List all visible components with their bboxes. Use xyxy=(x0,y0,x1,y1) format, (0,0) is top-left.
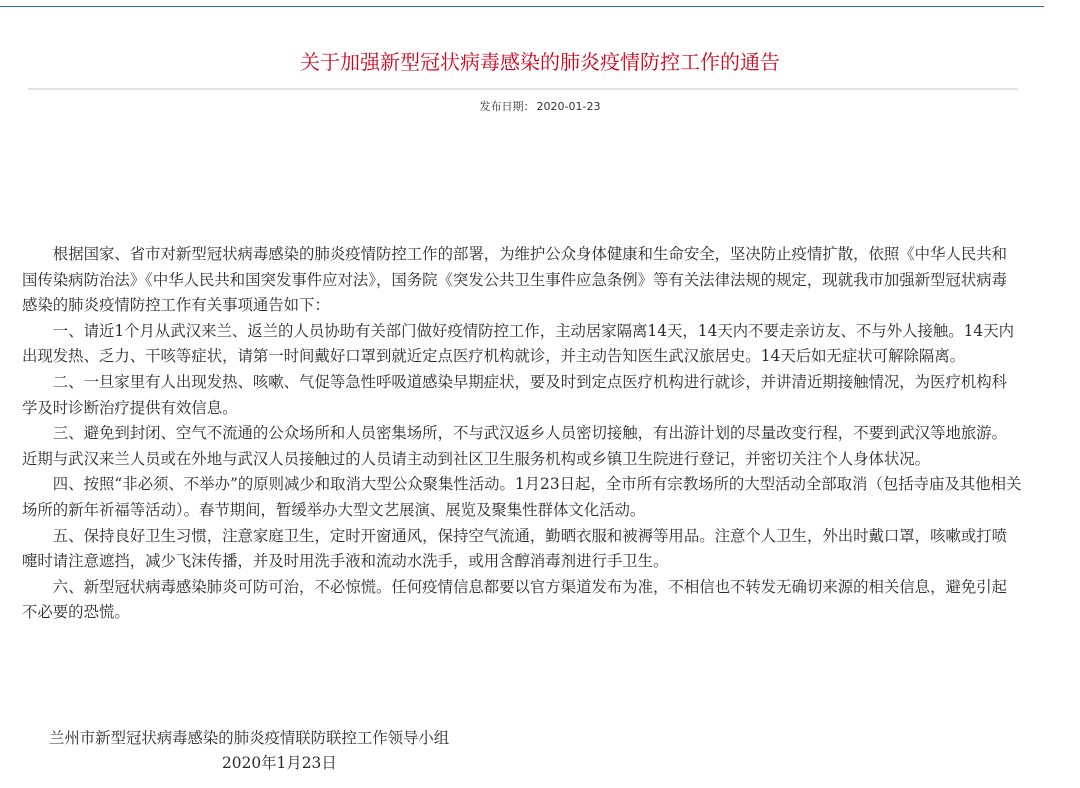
publish-date-label: 发布日期： xyxy=(479,100,535,113)
publish-info xyxy=(0,98,1080,114)
paragraph-item-1: 一、请近1个月从武汉来兰、返兰的人员协助有关部门做好疫情防控工作，主动居家隔离14天，14天内不要走亲访友、不与外人接触。14天内出现发热、乏力、干咳等症状，请第一时间戴好口罩到就近定点医疗机构就诊，并主动告知医生武汉旅居史。14天后如无症状可解除隔离。 xyxy=(22,321,1014,366)
publish-date-value: 2020-01-23 xyxy=(536,100,601,113)
paragraph-item-4: 四、按照“非必须、不举办”的原则减少和取消大型公众聚集性活动。1月23日起，全市所有宗教场所的大型活动全部取消（包括寺庙及其他相关场所的新年祈福等活动）。春节期间，暂缓举办大型文艺展演、展览及聚集性群体文化活动。 xyxy=(22,475,1022,519)
signature-organization: 兰州市新型冠状病毒感染的肺炎疫情联防联控工作领导小组 xyxy=(49,729,450,747)
paragraph-item-6: 六、新型冠状病毒感染肺炎可防可治，不必惊慌。任何疫情信息都要以官方渠道发布为准，不相信也不转发无确切来源的相关信息，避免引起不必要的恐慌。 xyxy=(22,577,1008,622)
paragraph-item-5: 五、保持良好卫生习惯，注意家庭卫生，定时开窗通风，保持空气流通，勤晒衣服和被褥等用品。注意个人卫生，外出时戴口罩，咳嗽或打喷嚏时请注意遮挡，减少飞沫传播，并及时用洗手液和流动水洗手，或用含醇消毒剂进行手卫生。 xyxy=(22,526,1008,571)
signature-date: 2020年1月23日 xyxy=(222,754,337,772)
page-title: 关于加强新型冠状病毒感染的肺炎疫情防控工作的通告 xyxy=(300,50,780,74)
paragraph-item-2: 二、一旦家里有人出现发热、咳嗽、气促等急性呼吸道感染早期症状，要及时到定点医疗机构进行就诊，并讲清近期接触情况，为医疗机构科学及时诊断治疗提供有效信息。 xyxy=(22,372,1008,417)
title-divider xyxy=(28,88,1018,90)
paragraph-intro: 根据国家、省市对新型冠状病毒感染的肺炎疫情防控工作的部署，为维护公众身体健康和生命安全，坚决防止疫情扩散，依照《中华人民共和国传染病防治法》《中华人民共和国突发事件应对法》，国务院《突发公共卫生事件应急条例》等有关法律法规的规定，现就我市加强新型冠状病毒感染的肺炎疫情防控工作有关事项通告如下： xyxy=(22,245,1008,315)
notice-body xyxy=(22,242,1022,626)
paragraph-item-3: 三、避免到封闭、空气不流通的公众场所和人员密集场所，不与武汉返乡人员密切接触，有出游计划的尽量改变行程，不要到武汉等地旅游。近期与武汉来兰人员或在外地与武汉人员接触过的人员请主动到社区卫生服务机构或乡镇卫生院进行登记，并密切关注个人身体状况。 xyxy=(22,424,1008,468)
top-divider xyxy=(0,6,1044,7)
